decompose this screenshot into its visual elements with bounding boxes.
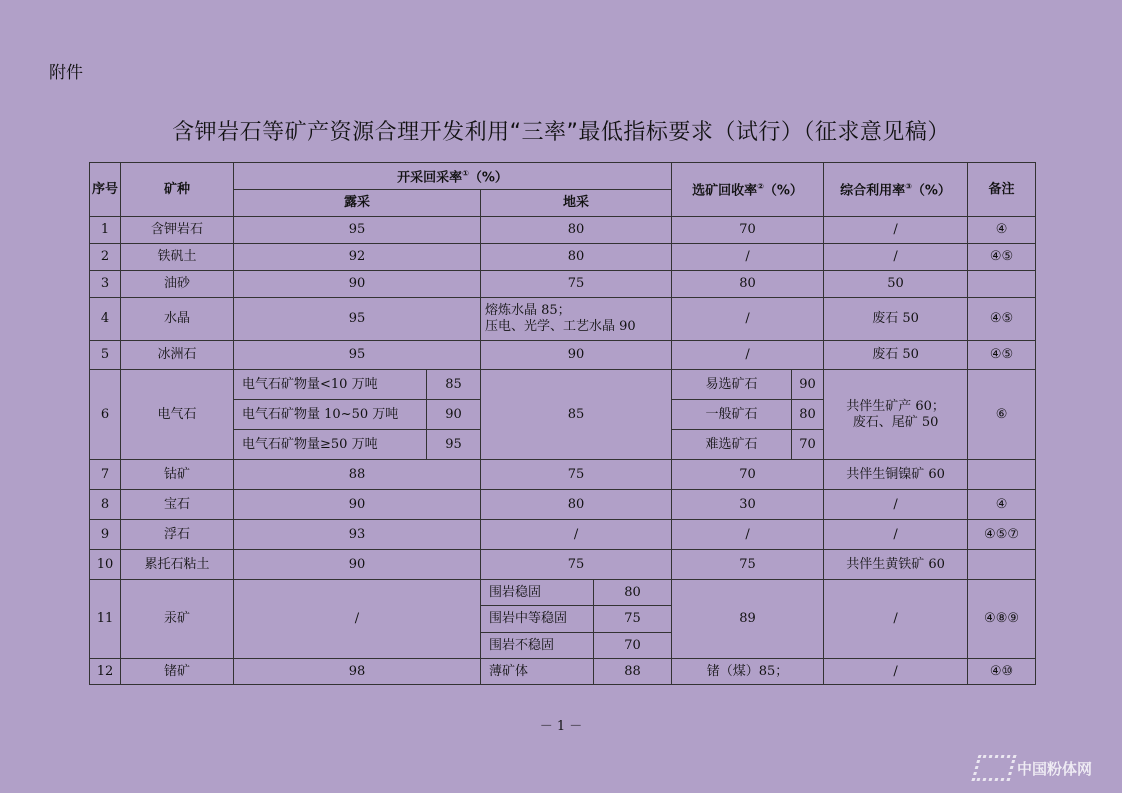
cell-comprehensive: /: [824, 659, 968, 685]
table-row: [90, 460, 1036, 490]
cell-no: 8: [90, 490, 121, 520]
table-row: [90, 550, 1036, 580]
cell-mineral: 铁矾土: [121, 244, 234, 271]
cell-mineral: 电气石: [121, 370, 234, 460]
cell-remarks: [968, 271, 1036, 298]
cell-open-pit: /: [234, 580, 481, 659]
cell-open-pit-condition: 电气石矿物量<10 万吨: [234, 370, 427, 400]
header-open-pit: 露采: [234, 190, 481, 217]
cell-no: 10: [90, 550, 121, 580]
cell-no: 7: [90, 460, 121, 490]
cell-dressing: 89: [672, 580, 824, 659]
cell-underground: 75: [481, 460, 672, 490]
cell-comprehensive: 废石 50: [824, 341, 968, 370]
cell-underground: 85: [481, 370, 672, 460]
cell-underground-condition: 围岩不稳固: [481, 633, 594, 659]
table-row: [90, 298, 1036, 341]
cell-remarks: ④⑧⑨: [968, 580, 1036, 659]
cell-remarks: ④⑤: [968, 298, 1036, 341]
table-row: [90, 659, 1036, 685]
cell-remarks: ④: [968, 217, 1036, 244]
cell-dressing: 锗（煤）85；: [672, 659, 824, 685]
cell-open-pit: 88: [234, 460, 481, 490]
cell-comprehensive: /: [824, 580, 968, 659]
cell-mineral: 累托石粘土: [121, 550, 234, 580]
cell-dressing-condition: 难选矿石: [672, 430, 792, 460]
cell-underground-value: 70: [594, 633, 672, 659]
comprehensive-line-1: 共伴生矿产 60；: [846, 398, 945, 414]
cell-dressing: /: [672, 298, 824, 341]
cell-no: 5: [90, 341, 121, 370]
cell-mineral: 油砂: [121, 271, 234, 298]
cell-underground-condition: 薄矿体: [481, 659, 594, 685]
cell-no: 3: [90, 271, 121, 298]
cell-comprehensive: /: [824, 490, 968, 520]
cell-remarks: [968, 550, 1036, 580]
cell-underground: 75: [481, 271, 672, 298]
cell-underground: 80: [481, 490, 672, 520]
cell-no: 4: [90, 298, 121, 341]
header-seq: 序号: [90, 163, 121, 217]
cell-dressing: 80: [672, 271, 824, 298]
header-mining-recovery: 开采回采率①（%）: [234, 163, 672, 190]
table-row: [90, 520, 1036, 550]
cell-underground: /: [481, 520, 672, 550]
cell-remarks: ④⑤: [968, 341, 1036, 370]
cell-open-pit: 90: [234, 550, 481, 580]
cell-mineral: 含钾岩石: [121, 217, 234, 244]
cell-underground-value: 88: [594, 659, 672, 685]
cell-comprehensive: 50: [824, 271, 968, 298]
cell-remarks: ④⑤⑦: [968, 520, 1036, 550]
table-row: [90, 244, 1036, 271]
cell-underground: 75: [481, 550, 672, 580]
table-row: [90, 490, 1036, 520]
header-comprehensive: 综合利用率③（%）: [824, 163, 968, 217]
cell-open-pit-condition: 电气石矿物量≥50 万吨: [234, 430, 427, 460]
cell-no: 1: [90, 217, 121, 244]
cell-comprehensive: [824, 370, 968, 460]
underground-line-2: 压电、光学、工艺水晶 90: [485, 319, 636, 334]
cell-dressing-value: 70: [792, 430, 824, 460]
cell-underground: [481, 298, 672, 341]
table-row: [90, 341, 1036, 370]
cell-dressing-condition: 一般矿石: [672, 400, 792, 430]
cell-comprehensive: /: [824, 244, 968, 271]
cell-dressing-condition: 易选矿石: [672, 370, 792, 400]
cell-no: 12: [90, 659, 121, 685]
cell-open-pit: 98: [234, 659, 481, 685]
cell-open-pit: 95: [234, 341, 481, 370]
cell-mineral: 钴矿: [121, 460, 234, 490]
cell-underground-condition: 围岩稳固: [481, 580, 594, 606]
cell-dressing: 75: [672, 550, 824, 580]
cell-open-pit: 93: [234, 520, 481, 550]
cell-mineral: 锗矿: [121, 659, 234, 685]
indicator-table: [89, 162, 1036, 685]
cell-underground: 80: [481, 217, 672, 244]
cell-mineral: 宝石: [121, 490, 234, 520]
cell-remarks: [968, 460, 1036, 490]
cell-mineral: 汞矿: [121, 580, 234, 659]
watermark-text: 中国粉体网: [1017, 759, 1093, 778]
header-remarks: 备注: [968, 163, 1036, 217]
cell-comprehensive: 共伴生黄铁矿 60: [824, 550, 968, 580]
cell-open-pit: 92: [234, 244, 481, 271]
cell-no: 6: [90, 370, 121, 460]
cell-open-pit-value: 85: [427, 370, 481, 400]
page-number: － 1 －: [539, 719, 583, 734]
table-row: [90, 271, 1036, 298]
cell-remarks: ④⑩: [968, 659, 1036, 685]
watermark-logo-icon: [972, 755, 1017, 781]
cell-mineral: 浮石: [121, 520, 234, 550]
table-row: [90, 217, 1036, 244]
cell-remarks: ④⑤: [968, 244, 1036, 271]
cell-dressing: /: [672, 341, 824, 370]
cell-comprehensive: 废石 50: [824, 298, 968, 341]
watermark: [975, 755, 1092, 781]
cell-open-pit: 95: [234, 298, 481, 341]
document-title: 含钾岩石等矿产资源合理开发利用“三率”最低指标要求（试行）（征求意见稿）: [172, 120, 950, 145]
attachment-label: 附件: [49, 63, 83, 83]
cell-open-pit-value: 95: [427, 430, 481, 460]
cell-underground-value: 80: [594, 580, 672, 606]
cell-underground-value: 75: [594, 606, 672, 633]
cell-underground: 80: [481, 244, 672, 271]
cell-comprehensive: /: [824, 217, 968, 244]
cell-open-pit: 90: [234, 490, 481, 520]
header-underground: 地采: [481, 190, 672, 217]
table-row: [90, 370, 1036, 400]
cell-open-pit-condition: 电气石矿物量 10~50 万吨: [234, 400, 427, 430]
cell-dressing: /: [672, 520, 824, 550]
cell-mineral: 冰洲石: [121, 341, 234, 370]
header-dressing-recovery: 选矿回收率②（%）: [672, 163, 824, 217]
cell-mineral: 水晶: [121, 298, 234, 341]
cell-dressing: /: [672, 244, 824, 271]
cell-no: 11: [90, 580, 121, 659]
cell-open-pit-value: 90: [427, 400, 481, 430]
comprehensive-line-2: 废石、尾矿 50: [852, 414, 939, 430]
cell-underground: 90: [481, 341, 672, 370]
cell-remarks: ⑥: [968, 370, 1036, 460]
header-mineral: 矿种: [121, 163, 234, 217]
cell-dressing-value: 80: [792, 400, 824, 430]
underground-line-1: 熔炼水晶 85；: [485, 303, 571, 318]
cell-no: 9: [90, 520, 121, 550]
cell-dressing: 70: [672, 217, 824, 244]
cell-dressing: 70: [672, 460, 824, 490]
cell-open-pit: 95: [234, 217, 481, 244]
cell-open-pit: 90: [234, 271, 481, 298]
cell-comprehensive: /: [824, 520, 968, 550]
cell-no: 2: [90, 244, 121, 271]
cell-underground-condition: 围岩中等稳固: [481, 606, 594, 633]
cell-comprehensive: 共伴生铜镍矿 60: [824, 460, 968, 490]
cell-dressing-value: 90: [792, 370, 824, 400]
cell-dressing: 30: [672, 490, 824, 520]
cell-remarks: ④: [968, 490, 1036, 520]
table-row: [90, 580, 1036, 606]
